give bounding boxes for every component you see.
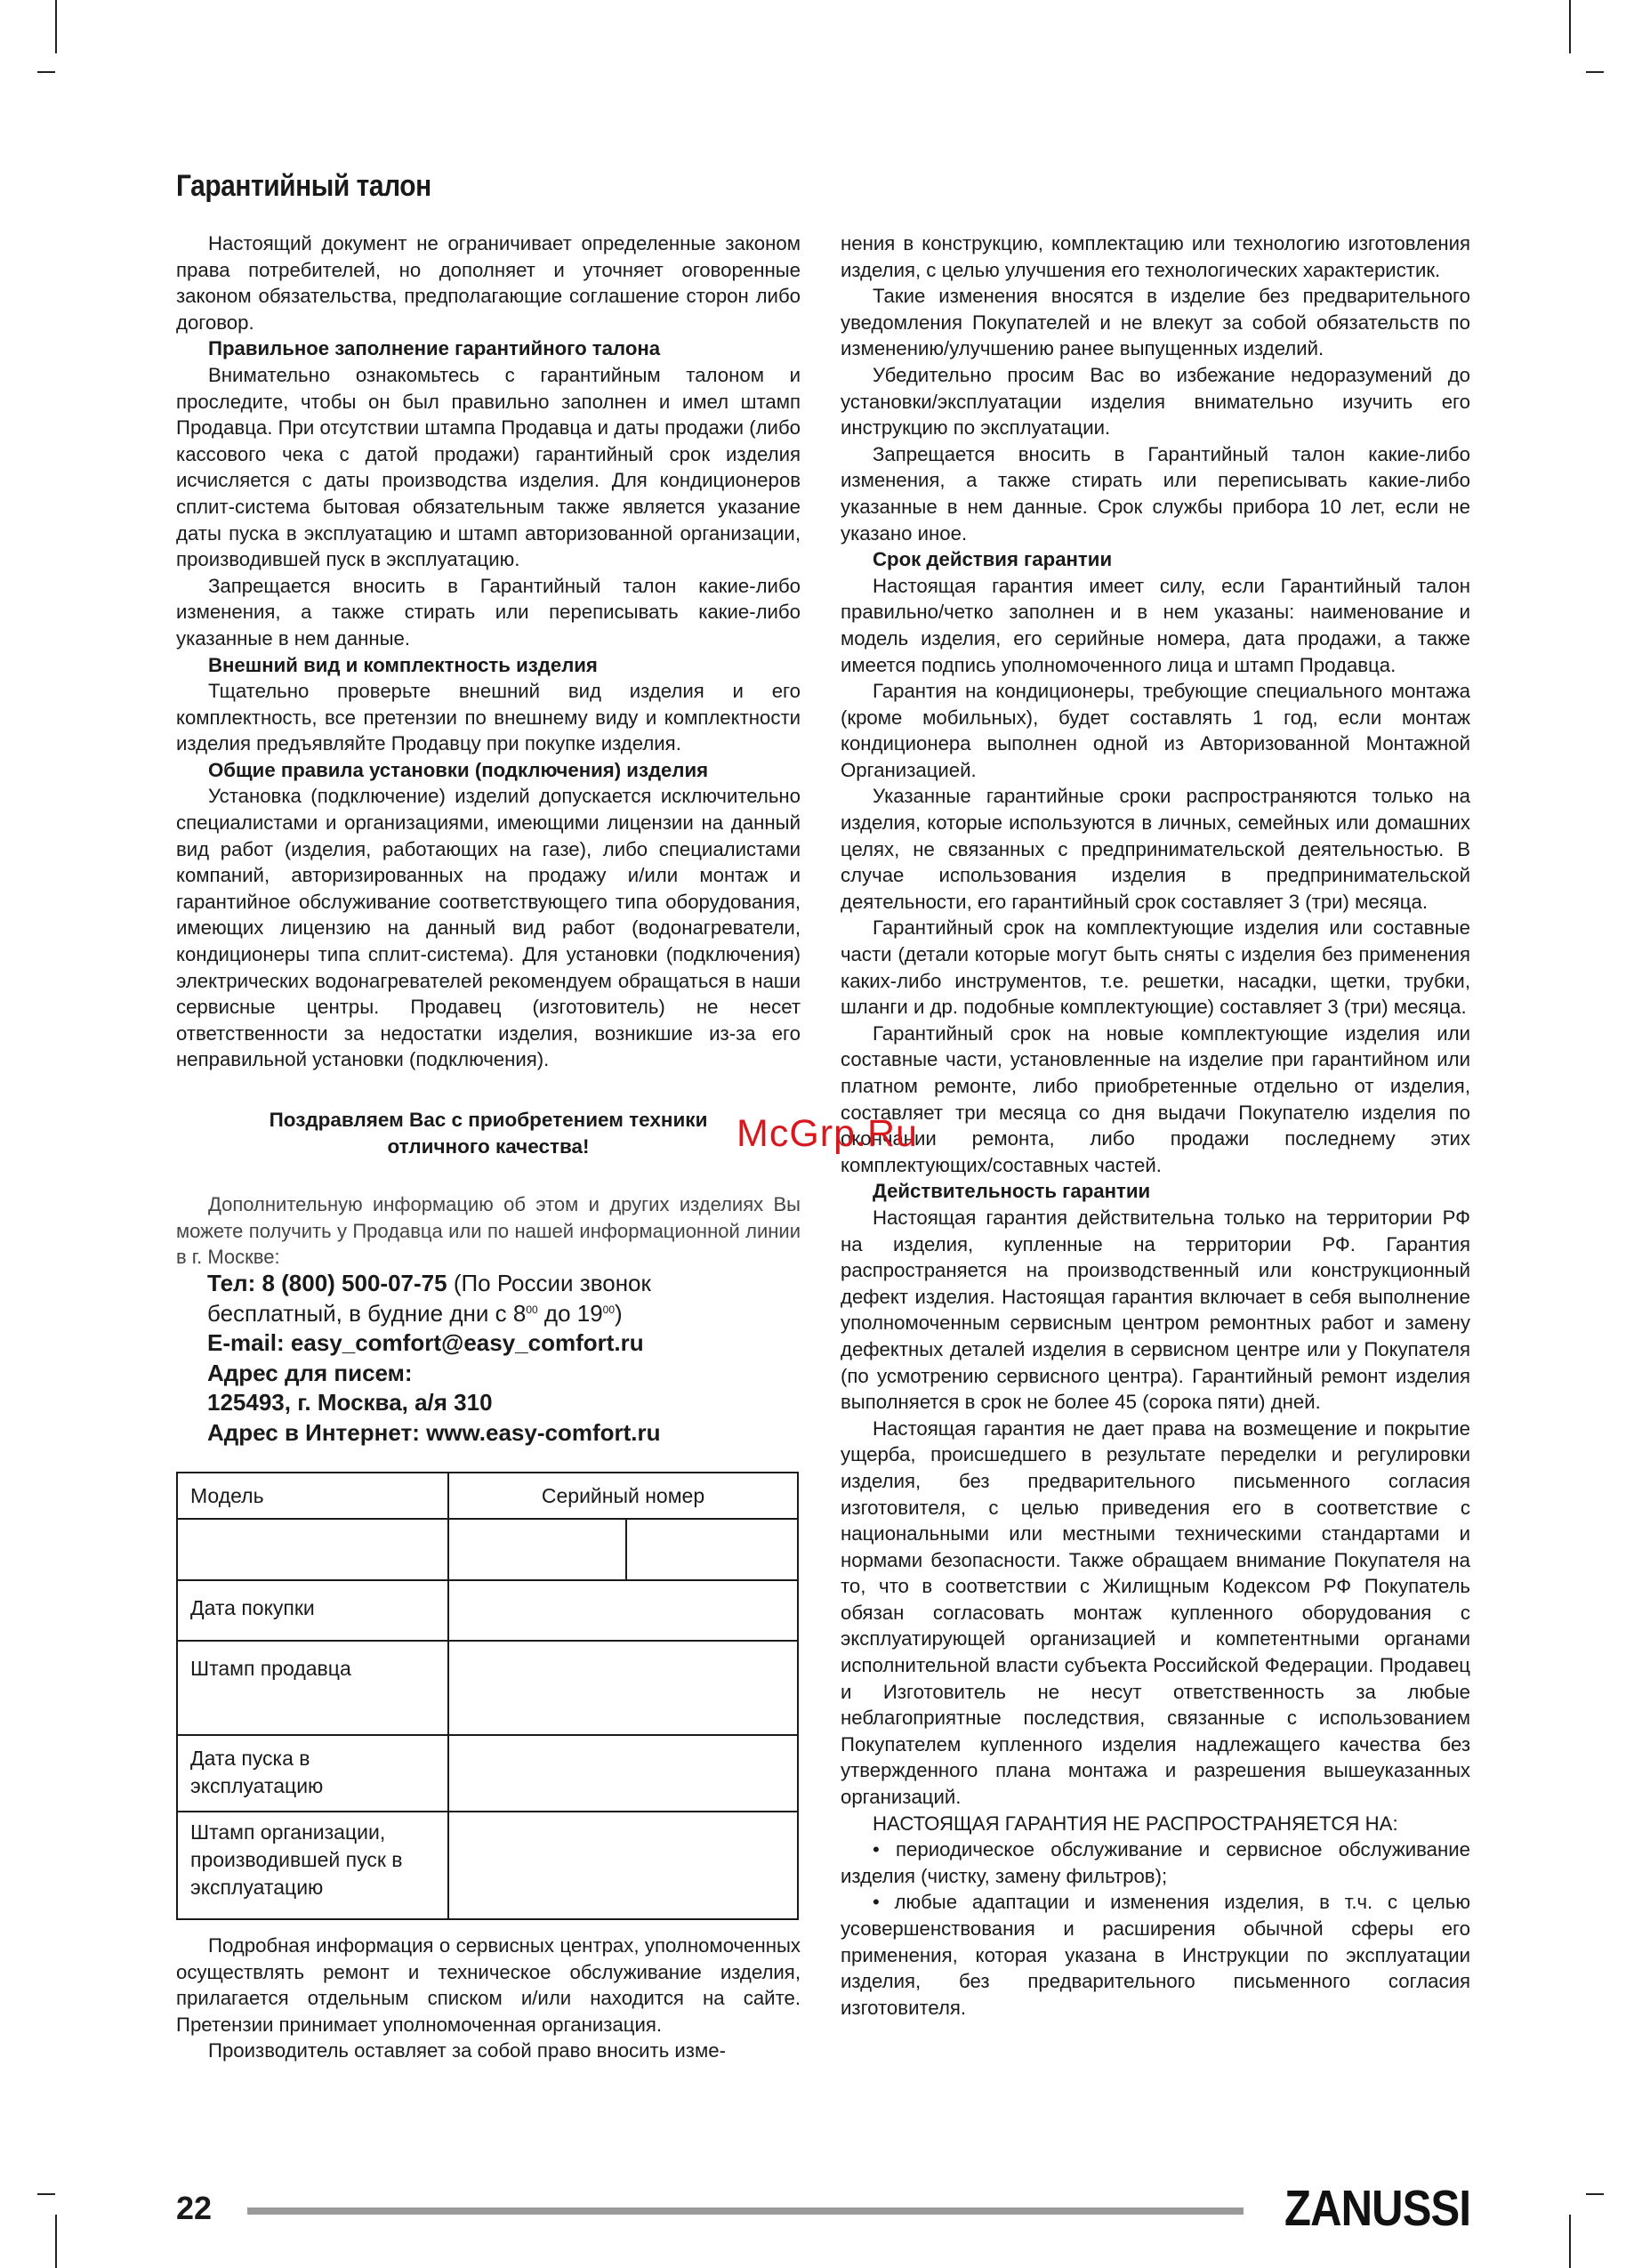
paragraph: Внимательно ознакомьтесь с гарантийным талоном и проследите, чтобы он был правильно заполнен и имел штамп Продавца. При отсутствии штампа Продавца и даты продажи (либо кассового чека с датой продажи) гарантийный срок изделия исчисляется с даты производства изделия. Для кондиционеров сплит-система бытовая обязательным также является указание даты пуска в эксплуатацию и штамп авторизованной организации, производившей пуск в эксплуатацию.	[176, 363, 801, 571]
table-rule	[447, 1473, 449, 1918]
crop-mark	[1569, 0, 1571, 53]
superscript: 00	[526, 1303, 538, 1316]
left-column	[176, 230, 801, 1073]
table-rule	[625, 1518, 627, 1579]
paragraph: • периодическое обслуживание и сервисное обслуживание изделия (чистку, замену фильтров);	[841, 1838, 1470, 1887]
warranty-form-table	[176, 1472, 799, 1920]
paragraph: Указанные гарантийные сроки распространяются только на изделия, которые используются в личных, семейных или домашних целях, не связанных с предпринимательской деятельностью. В случае использования изделия в предпринимательской деятельности, его гарантийный срок составляет 3 (три) месяца.	[841, 785, 1470, 913]
phone-number: Тел: 8 (800) 500-07-75	[207, 1270, 447, 1296]
paragraph: Запрещается вносить в Гарантийный талон какие-либо изменения, а также стирать или переписывать какие-либо указанные в нем данные.	[176, 574, 801, 650]
paragraph: Такие изменения вносятся в изделие без предварительного уведомления Покупателей и не влекут за собой обязательств по изменению/улучшению ранее выпущенных изделий.	[841, 285, 1470, 360]
phone-hours-text: до 19	[537, 1299, 603, 1327]
page-title: Гарантийный талон	[176, 169, 431, 203]
paragraph: • любые адаптации и изменения изделия, в т.ч. с целью усовершенствования и расширения обычной сферы его применения, которая указана в Инструкции по эксплуатации изделия, без предварительного письменного согласия изготовителя.	[841, 1891, 1470, 2019]
email-line: E-mail: easy_comfort@easy_comfort.ru	[207, 1329, 644, 1356]
zanussi-logo: ZANUSSI	[1284, 2180, 1471, 2237]
contact-block	[207, 1269, 812, 1448]
section-heading: Действительность гарантии	[873, 1180, 1151, 1203]
crop-mark	[1586, 71, 1604, 73]
table-rule	[178, 1518, 797, 1520]
paragraph: Убедительно просим Вас во избежание недоразумений до установки/эксплуатации изделия внимательно изучить его инструкцию по эксплуатации.	[841, 363, 1470, 440]
paragraph: Производитель оставляет за собой право вносить изме-	[208, 2039, 726, 2062]
table-rule	[178, 1579, 797, 1581]
crop-mark	[1586, 2193, 1604, 2195]
congrats-line: отличного качества!	[387, 1135, 590, 1158]
paragraph: Тщательно проверьте внешний вид изделия и его комплектность, все претензии по внешнему виду и комплектности изделия предъявляйте Продавцу при покупке изделия.	[176, 680, 801, 755]
launch-date-label: Дата пуска в эксплуатацию	[190, 1747, 324, 1797]
superscript: 00	[602, 1303, 616, 1316]
paragraph: Запрещается вносить в Гарантийный талон какие-либо изменения, а также стирать или переписывать какие-либо указанные в нем данные. Срок службы прибора 10 лет, если не указано иное.	[841, 442, 1470, 545]
watermark: McGrp.Ru	[736, 1112, 918, 1155]
info-paragraph	[176, 1191, 801, 1271]
paragraph: Настоящая гарантия имеет силу, если Гарантийный талон правильно/четко заполнен и в нем указаны: наименование и модель изделия, его серийные номера, дата продажи, а также имеется подпись уполномоченного лица и штамп Продавца.	[841, 574, 1470, 676]
crop-mark	[55, 2215, 57, 2268]
paragraph: НАСТОЯЩАЯ ГАРАНТИЯ НЕ РАСПРОСТРАНЯЕТСЯ НА:	[873, 1812, 1398, 1835]
congratulations-note	[176, 1107, 801, 1160]
table-rule	[178, 1640, 797, 1642]
paragraph: Гарантия на кондиционеры, требующие специального монтажа (кроме мобильных), будет составлять 1 год, если монтаж кондиционера выполнен одной из Авторизованной Монтажной Организацией.	[841, 680, 1470, 781]
serial-number-label: Серийный номер	[541, 1484, 705, 1507]
paragraph: Настоящий документ не ограничивает определенные законом права потребителей, но дополняет и уточняет оговоренные законом обязательства, предполагающие соглашение сторон либо договор.	[176, 232, 801, 334]
phone-note: (По России звонок	[453, 1270, 651, 1296]
page-number: 22	[176, 2190, 213, 2226]
paragraph: нения в конструкцию, комплектацию или технологию изготовления изделия, с целью улучшения его технологических характеристик.	[841, 232, 1470, 281]
section-heading: Общие правила установки (подключения) изделия	[208, 758, 709, 781]
section-heading: Срок действия гарантии	[873, 548, 1113, 571]
phone-hours-text: )	[615, 1299, 623, 1327]
seller-stamp-label: Штамп продавца	[190, 1657, 351, 1680]
purchase-date-label: Дата покупки	[190, 1596, 315, 1619]
paragraph: Настоящая гарантия действительна только на территории РФ на изделия, купленные на территории РФ. Гарантия распространяется на производственный или конструкционный дефект изделия. Настоящая гарантия включает в себя выполнение уполномоченным сервисным центром ремонтных работ и замену дефектных деталей изделия в сервисном центре или у Покупателя (по усмотрению сервисного центра). Гарантийный ремонт изделия выполняется в срок не более 45 (сорока пяти) дней.	[841, 1206, 1470, 1414]
section-heading: Правильное заполнение гарантийного талона	[208, 337, 661, 360]
table-rule	[178, 1811, 797, 1812]
phone-hours-line	[207, 1299, 812, 1329]
crop-mark	[1569, 2215, 1571, 2268]
section-heading: Внешний вид и комплектность изделия	[208, 653, 598, 676]
table-rule	[178, 1734, 797, 1736]
left-column-bottom	[176, 1933, 801, 2064]
paragraph: Установка (подключение) изделий допускается исключительно специалистами и организациями, имеющими лицензии на данный вид работ (изделия, работающих на газе), либо специалистами компаний, авторизированных на продажу и/или монтаж и гарантийное обслуживание соответствующего типа оборудования, имеющих лицензию на данный вид работ (водонагреватели, кондиционеры типа сплит-система). Для установки (подключения) электрических водонагревателей рекомендуем обращаться в наши сервисные центры. Продавец (изготовитель) не несет ответственности за недостатки изделия, возникшие из-за его неправильной установки (подключения).	[176, 785, 801, 1071]
crop-mark	[55, 0, 57, 53]
info-text: Дополнительную информацию об этом и других изделиях Вы можете получить у Продавца или по нашей информационной линии в г. Москве:	[176, 1193, 801, 1268]
crop-mark	[37, 71, 55, 73]
right-column	[841, 230, 1470, 2021]
phone-hours-text: бесплатный, в будние дни с 8	[207, 1299, 527, 1327]
footer-rule	[247, 2207, 1244, 2215]
paragraph: Настоящая гарантия не дает права на возмещение и покрытие ущерба, происшедшего в результате переделки и регулировки изделия, без предварительного письменного согласия изготовителя, с целью приведения его в соответствие с национальными или местными техническими стандартами и нормами безопасности. Также обращаем внимание Покупателя на то, что в соответствии с Жилищным Кодексом РФ Покупатель обязан согласовать монтаж купленного оборудования с эксплуатирующей организацией и компетентными органами исполнительной власти субъекта Российской Федерации. Продавец и Изготовитель не несут ответственность за любые неблагоприятные последствия, связанные с использованием Покупателем купленного изделия надлежащего качества без утвержденного плана монтажа и разрешения вышеуказанных организаций.	[841, 1416, 1470, 1809]
congrats-line: Поздравляем Вас с приобретением техники	[269, 1109, 708, 1131]
model-label: Модель	[190, 1484, 264, 1507]
paragraph: Гарантийный срок на новые комплектующие изделия или составные части, установленные на изделие при гарантийном или платном ремонте, либо приобретенные отдельно от изделия, составляет три месяца со дня выдачи Покупателю изделия по окончании ремонта, либо продажи последнему этих комплектующих/составных частей.	[841, 1021, 1470, 1176]
postal-address: 125493, г. Москва, а/я 310	[207, 1389, 493, 1416]
organization-stamp-label: Штамп организации, производившей пуск в эксплуатацию	[190, 1820, 403, 1899]
phone-line	[207, 1269, 812, 1299]
address-label: Адрес для писем:	[207, 1359, 413, 1386]
paragraph: Гарантийный срок на комплектующие изделия или составные части (детали которые могут быть сняты с изделия без применения каких-либо инструментов, т.е. решетки, насадки, щетки, трубки, шланги и др. подобные комплектующие) составляет 3 (три) месяца.	[841, 916, 1470, 1019]
website-line: Адрес в Интернет: www.easy-comfort.ru	[207, 1418, 661, 1446]
crop-mark	[37, 2193, 55, 2195]
paragraph: Подробная информация о сервисных центрах, уполномоченных осуществлять ремонт и техническое обслуживание изделия, прилагается отдельным списком и/или находится на сайте. Претензии принимает уполномоченная организация.	[176, 1934, 801, 2036]
